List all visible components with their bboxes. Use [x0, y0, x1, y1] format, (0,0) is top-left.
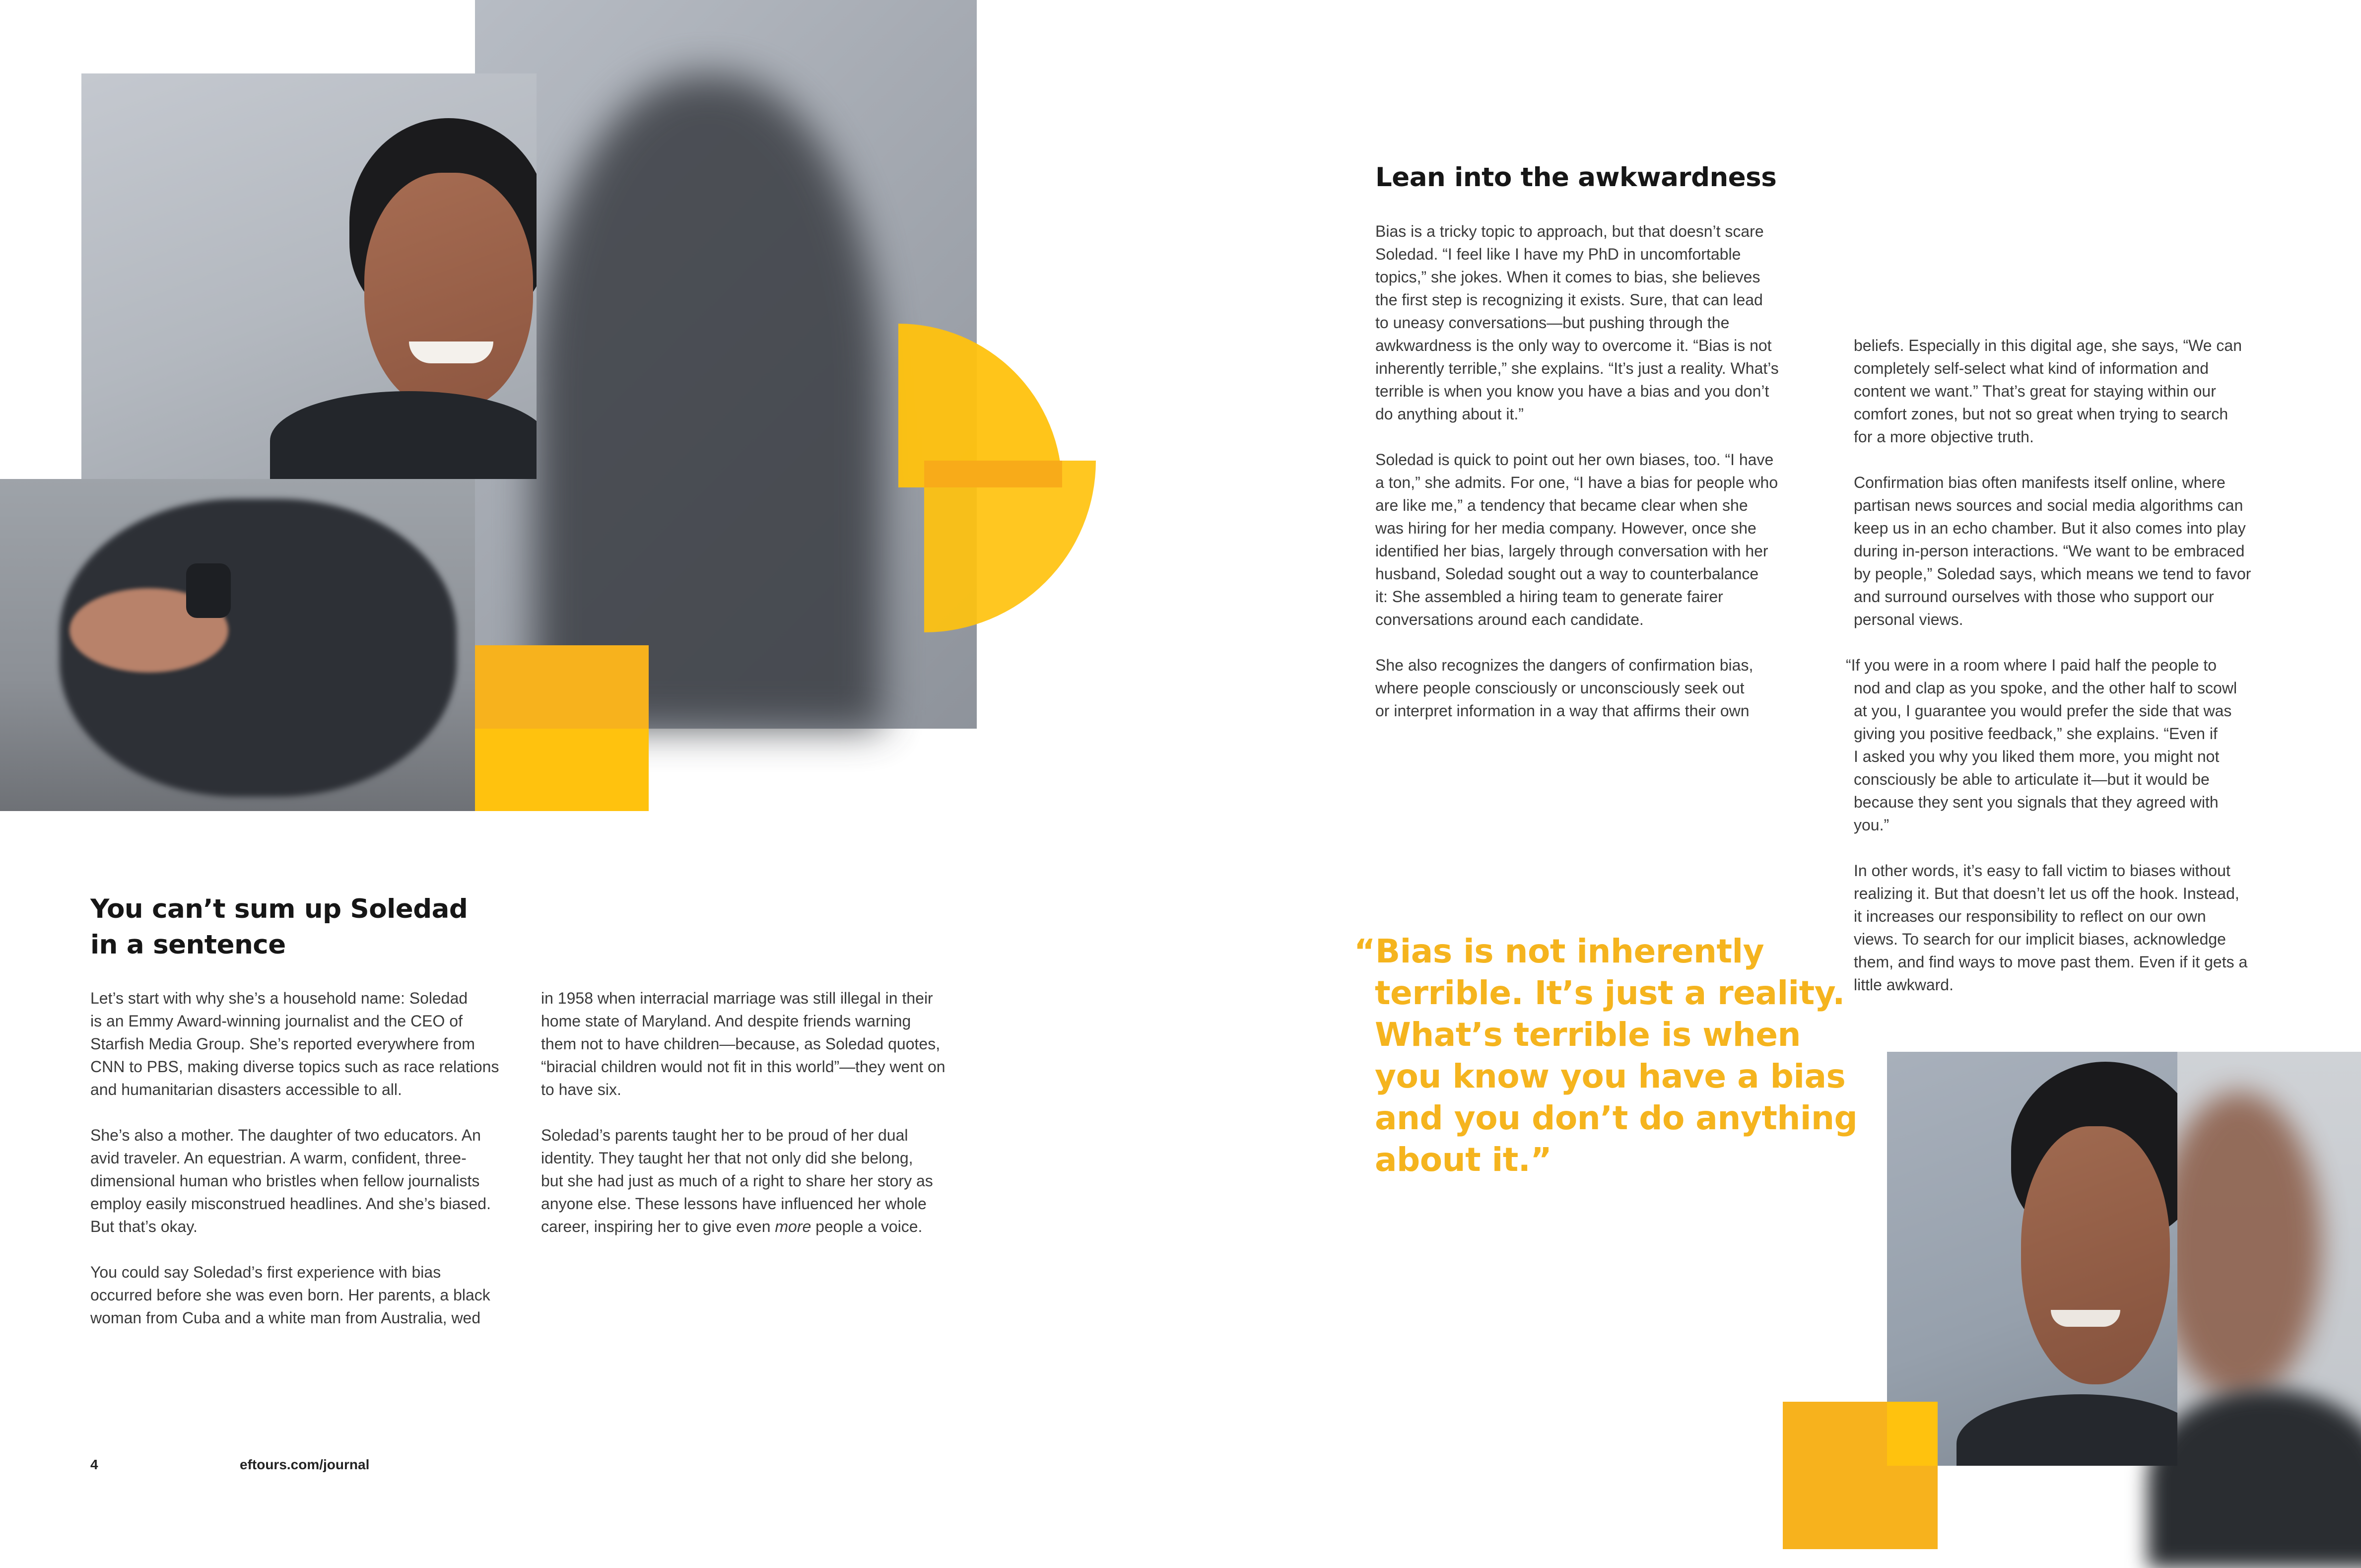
- overlap-region: [924, 461, 1062, 487]
- left-column-1: [90, 987, 527, 1329]
- section-title-line-1: You can’t sum up Soledad: [90, 894, 468, 924]
- portrait-photo-right-blurred: [2177, 1052, 2361, 1549]
- journal-url[interactable]: eftours.com/journal: [240, 1457, 370, 1472]
- paragraph: beliefs. Especially in this digital age, she says, “We can completely self-select what kind of information and content we want.” That’s great for staying within our comfort zones, but not so great when trying to search for a more objective truth.: [1854, 337, 2242, 446]
- paragraph: You could say Soledad’s first experience with bias occurred before she was even born. Her parents, a black woman from Cuba and a white man from Australia, wed: [90, 1263, 490, 1327]
- watch-icon: [186, 563, 231, 618]
- paragraph: Confirmation bias often manifests itself online, where partisan news sources and social media algorithms can keep us in an echo chamber. But it also comes into play during in-person interactions. “We want to be embraced by people,” Soledad says, which means we tend to favor and surround ourselves with those who support our personal views.: [1854, 474, 2251, 628]
- smile-shape: [2051, 1310, 2120, 1327]
- blurred-figure: [535, 74, 882, 729]
- paragraph: She also recognizes the dangers of confirmation bias, where people consciously or unconsciously seek out or interpret information in a way that affirms their own: [1375, 656, 1754, 720]
- face-shape: [364, 173, 533, 411]
- shirt-shape: [270, 391, 537, 479]
- paragraph: Bias is a tricky topic to approach, but that doesn’t scare Soledad. “I feel like I have my PhD in uncomfortable topics,” she jokes. When it comes to bias, she believes the first step is recognizing it exists. Sure, that can lead to uneasy conversations—but pushing through the awkwardness is the only way to overcome it. “Bias is not inherently terrible,” she explains. “It’s just a reality. What’s terrible is when you know you have a bias and you don’t do anything about it.”: [1375, 222, 1779, 423]
- smile-shape: [409, 341, 493, 363]
- left-column-2: [541, 987, 998, 1238]
- accent-square-left-yellow: [475, 729, 649, 811]
- right-column-2: [1846, 334, 2310, 996]
- hero-photo-lower-left: [0, 479, 475, 811]
- portrait-photo-left: [81, 73, 537, 479]
- section-title-awkwardness: Lean into the awkwardness: [1375, 162, 1777, 193]
- paragraph: Let’s start with why she’s a household name: Soledad is an Emmy Award-winning journalist and the CEO of Starfish Media Group. She’s reported everywhere from CNN to PBS, making diverse topics such as race relations and humanitarian disasters accessible to all.: [90, 989, 499, 1098]
- face-shape: [2021, 1126, 2170, 1384]
- blurred-face: [2158, 1091, 2321, 1399]
- paragraph: [541, 1124, 998, 1238]
- text-run: Soledad’s parents taught her to be proud of her dual identity. They taught her that not only did she belong, but she had just as much of a right to share her story as anyone else. These lessons have influenced her whole career, inspiring her to give even: [541, 1126, 933, 1235]
- paragraph: Soledad is quick to point out her own biases, too. “I have a ton,” she admits. For one, “I have a bias for people who are like me,” a tendency that became clear when she was hiring for her media company. However, once she identified her bias, largely through conversation with her husband, Soledad sought out a way to counterbalance it: She assembled a hiring team to generate fairer conversations around each candidate.: [1375, 451, 1778, 628]
- emphasis-more: more: [775, 1218, 811, 1235]
- paragraph: “If you were in a room where I paid half the people to nod and clap as you spoke, and the other half to scowl at you, I guarantee you would prefer the side that was giving you positive feedback,” she explains. “Even if I asked you why you liked them more, you might not consciously be able to articulate it—but it would be because they sent you signals that they agreed with you.”: [1846, 656, 2237, 834]
- section-title-line-2: in a sentence: [90, 930, 286, 960]
- page-number: 4: [90, 1457, 98, 1472]
- section-title-sum-up: [90, 891, 587, 963]
- paragraph: in 1958 when interracial marriage was still illegal in their home state of Maryland. And despite friends warning them not to have children—because, as Soledad quotes, “biracial children would not fit in this world”—they went on to have six.: [541, 989, 945, 1098]
- right-column-1: [1375, 220, 1822, 722]
- pull-quote: “Bias is not inherently terrible. It’s just a reality. What’s terrible is when you know you have a bias and you don’t do anything about it.”: [1354, 932, 1858, 1179]
- accent-square-left-orange: [475, 645, 649, 729]
- accent-square-right-yellow: [1887, 1402, 1938, 1466]
- shirt-shape: [1956, 1394, 2177, 1466]
- blurred-shirt: [2148, 1389, 2361, 1568]
- text-run: people a voice.: [811, 1218, 923, 1235]
- paragraph: She’s also a mother. The daughter of two educators. An avid traveler. An equestrian. A warm, confident, three- dimensional human who bristles when fellow journalists employ easily misconstrued headlines. And she’s biased. But that’s okay.: [90, 1126, 491, 1235]
- half-circle-ornaments: [893, 318, 1102, 635]
- paragraph: In other words, it’s easy to fall victim to biases without realizing it. But that doesn’t let us off the hook. Instead, it increases our responsibility to reflect on our own views. To search for our implicit biases, acknowledge them, and find ways to move past them. Even if it gets a little awkward.: [1854, 862, 2248, 994]
